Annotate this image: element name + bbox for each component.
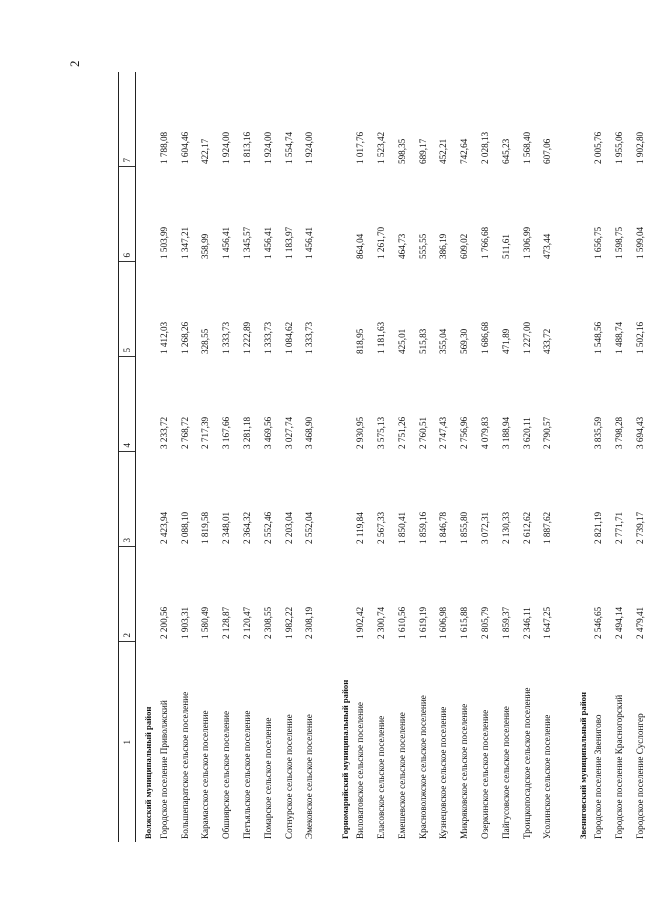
value-cell: 1 604,46 — [179, 131, 190, 164]
value-cell: 1 924,00 — [221, 131, 232, 164]
table-row — [517, 72, 538, 842]
value-cell: 2 930,95 — [355, 416, 366, 449]
tariff-table — [118, 72, 651, 842]
table-row — [609, 72, 630, 842]
value-cell: 1 813,16 — [241, 131, 252, 164]
value-cell: 1 850,41 — [396, 511, 407, 544]
value-cell: 3 167,66 — [221, 416, 232, 449]
value-cell: 1 647,25 — [542, 606, 553, 639]
rotated-table-container — [118, 72, 645, 842]
value-cell: 1 855,80 — [459, 511, 470, 544]
district-title: Волжский муниципальный район — [143, 706, 154, 839]
table-row — [434, 72, 455, 842]
value-cell: 1 222,89 — [241, 321, 252, 354]
settlement-name: Помарское сельское поселение — [262, 717, 273, 839]
value-cell: 452,21 — [438, 138, 449, 164]
value-cell: 1 615,88 — [459, 606, 470, 639]
table-row — [175, 72, 196, 842]
value-cell: 2 203,04 — [283, 511, 294, 544]
value-cell: 2 005,76 — [593, 131, 604, 164]
value-cell: 1 488,74 — [613, 321, 624, 354]
value-cell: 2 119,84 — [355, 512, 366, 544]
value-cell: 3 233,72 — [158, 416, 169, 449]
value-cell: 433,72 — [542, 328, 553, 354]
value-cell: 2 612,62 — [521, 511, 532, 544]
value-cell: 1 412,03 — [158, 321, 169, 354]
value-cell: 358,99 — [200, 233, 211, 259]
value-cell: 3 281,18 — [241, 416, 252, 449]
value-cell: 1 306,99 — [521, 226, 532, 259]
value-cell: 2 308,19 — [304, 606, 315, 639]
value-cell: 1 261,70 — [375, 226, 386, 259]
column-header: 1 — [119, 642, 136, 842]
settlement-name: Красноволжское сельское поселение — [417, 695, 428, 839]
value-cell: 609,02 — [459, 233, 470, 259]
value-cell: 1 456,41 — [262, 226, 273, 259]
value-cell: 2 346,11 — [521, 607, 532, 639]
value-cell: 1 333,73 — [262, 321, 273, 354]
value-cell: 2 821,19 — [593, 511, 604, 544]
table-row — [300, 72, 321, 842]
settlement-name: Троицкопосадское сельское поселение — [521, 687, 532, 839]
table-body — [136, 72, 651, 842]
value-cell: 1 955,06 — [613, 131, 624, 164]
value-cell: 1 017,76 — [355, 131, 366, 164]
column-header: 2 — [119, 547, 136, 642]
value-cell: 2 423,94 — [158, 511, 169, 544]
value-cell: 1 606,98 — [438, 606, 449, 639]
value-cell: 2 546,65 — [593, 606, 604, 639]
value-cell: 1 924,00 — [304, 131, 315, 164]
group-spacer — [558, 72, 570, 842]
settlement-name: Микряковское сельское поселение — [459, 703, 470, 839]
value-cell: 3 468,90 — [304, 416, 315, 449]
settlement-name: Кузнецовское сельское поселение — [438, 706, 449, 839]
value-cell: 1 333,73 — [221, 321, 232, 354]
value-cell: 3 188,94 — [500, 416, 511, 449]
settlement-name: Городское поселение Красногорский — [613, 694, 624, 839]
value-cell: 2 200,56 — [158, 606, 169, 639]
column-header: 3 — [119, 452, 136, 547]
value-cell: 1 333,73 — [304, 321, 315, 354]
value-cell: 1 568,40 — [521, 131, 532, 164]
value-cell: 422,17 — [200, 138, 211, 164]
value-cell: 2 552,04 — [304, 511, 315, 544]
value-cell: 742,64 — [459, 138, 470, 164]
value-cell: 818,95 — [355, 328, 366, 354]
column-header: 5 — [119, 262, 136, 357]
value-cell: 1 268,26 — [179, 321, 190, 354]
value-cell: 1 859,16 — [417, 511, 428, 544]
value-cell: 1 503,99 — [158, 226, 169, 259]
value-cell: 1 610,56 — [396, 606, 407, 639]
settlement-name: Петъяльское сельское поселение — [241, 710, 252, 839]
value-cell: 1 982,22 — [283, 606, 294, 639]
table-row — [279, 72, 300, 842]
value-cell: 555,55 — [417, 233, 428, 259]
value-cell: 1 084,62 — [283, 321, 294, 354]
value-cell: 3 027,74 — [283, 416, 294, 449]
value-cell: 328,55 — [200, 328, 211, 354]
value-cell: 2 739,17 — [634, 511, 645, 544]
value-cell: 3 620,11 — [521, 417, 532, 449]
value-cell: 1 902,80 — [634, 131, 645, 164]
district-title: Горномарийский муниципальный район — [339, 679, 350, 839]
table-header — [119, 72, 136, 842]
value-cell: 1 548,56 — [593, 321, 604, 354]
table-row — [371, 72, 392, 842]
value-cell: 1 598,75 — [613, 226, 624, 259]
value-cell: 1 523,42 — [375, 131, 386, 164]
settlement-name: Городское поселение Суслонгер — [634, 713, 645, 839]
value-cell: 2 128,87 — [221, 606, 232, 639]
value-cell: 2 300,74 — [375, 606, 386, 639]
settlement-name: Пайгусовское сельское поселение — [500, 706, 511, 839]
value-cell: 355,04 — [438, 328, 449, 354]
column-header: 6 — [119, 167, 136, 262]
value-cell: 1 599,04 — [634, 226, 645, 259]
value-cell: 3 575,13 — [375, 416, 386, 449]
value-cell: 2 364,32 — [241, 511, 252, 544]
table-row — [496, 72, 517, 842]
value-cell: 1 183,97 — [283, 226, 294, 259]
value-cell: 1 766,68 — [479, 226, 490, 259]
settlement-name: Большепаратское сельское поселение — [179, 691, 190, 839]
value-cell: 425,01 — [396, 328, 407, 354]
table-row — [196, 72, 217, 842]
value-cell: 2 120,47 — [241, 606, 252, 639]
table-row — [538, 72, 559, 842]
value-cell: 1 859,37 — [500, 606, 511, 639]
table-row — [258, 72, 279, 842]
value-cell: 569,30 — [459, 328, 470, 354]
group-spacer — [320, 72, 332, 842]
settlement-name: Емешевское сельское поселение — [396, 712, 407, 839]
value-cell: 1 903,31 — [179, 606, 190, 639]
value-cell: 1 227,00 — [521, 321, 532, 354]
value-cell: 1 347,21 — [179, 226, 190, 259]
settlement-name: Обшиярское сельское поселение — [221, 710, 232, 839]
value-cell: 864,04 — [355, 233, 366, 259]
table-row — [630, 72, 651, 842]
value-cell: 2 028,13 — [479, 131, 490, 164]
value-cell: 471,89 — [500, 328, 511, 354]
value-cell: 515,83 — [417, 328, 428, 354]
settlement-name: Эмековское сельское поселение — [304, 714, 315, 839]
value-cell: 464,73 — [396, 233, 407, 259]
value-cell: 2 552,46 — [262, 511, 273, 544]
table-row — [216, 72, 237, 842]
value-cell: 1 181,63 — [375, 321, 386, 354]
settlement-name: Усолинское сельское поселение — [542, 714, 553, 839]
value-cell: 2 130,33 — [500, 511, 511, 544]
table-row — [475, 72, 496, 842]
district-group-header — [332, 72, 350, 842]
value-cell: 2 717,39 — [200, 416, 211, 449]
value-cell: 2 790,57 — [542, 416, 553, 449]
column-header: 4 — [119, 357, 136, 452]
value-cell: 473,44 — [542, 233, 553, 259]
table-row — [350, 72, 371, 842]
value-cell: 1 788,08 — [158, 131, 169, 164]
value-cell: 1 502,16 — [634, 321, 645, 354]
settlement-name: Сотнурское сельское поселение — [283, 714, 294, 839]
table-row — [154, 72, 175, 842]
value-cell: 645,23 — [500, 138, 511, 164]
value-cell: 1 924,00 — [262, 131, 273, 164]
table-row — [237, 72, 258, 842]
value-cell: 1 580,49 — [200, 606, 211, 639]
value-cell: 2 756,96 — [459, 416, 470, 449]
value-cell: 3 798,28 — [613, 416, 624, 449]
value-cell: 1 456,41 — [304, 226, 315, 259]
value-cell: 4 079,83 — [479, 416, 490, 449]
value-cell: 1 456,41 — [221, 226, 232, 259]
value-cell: 386,19 — [438, 233, 449, 259]
value-cell: 3 835,59 — [593, 416, 604, 449]
column-header: 7 — [119, 72, 136, 167]
value-cell: 2 308,55 — [262, 606, 273, 639]
table-row — [392, 72, 413, 842]
value-cell: 3 694,43 — [634, 416, 645, 449]
value-cell: 1 887,62 — [542, 511, 553, 544]
value-cell: 1 345,57 — [241, 226, 252, 259]
value-cell: 511,61 — [500, 234, 511, 259]
value-cell: 3 469,56 — [262, 416, 273, 449]
value-cell: 2 494,14 — [613, 606, 624, 639]
table-row — [588, 72, 609, 842]
value-cell: 3 072,31 — [479, 511, 490, 544]
value-cell: 2 479,41 — [634, 606, 645, 639]
value-cell: 2 805,79 — [479, 606, 490, 639]
value-cell: 1 686,68 — [479, 321, 490, 354]
settlement-name: Озеркинское сельское поселение — [479, 709, 490, 839]
settlement-name: Карамасское сельское поселение — [200, 710, 211, 839]
value-cell: 2 088,10 — [179, 511, 190, 544]
value-cell: 2 768,72 — [179, 416, 190, 449]
table-row — [454, 72, 475, 842]
district-title: Звениговский муниципальный район — [577, 692, 588, 839]
value-cell: 607,06 — [542, 138, 553, 164]
settlement-name: Городское поселение Звенигово — [593, 714, 604, 839]
value-cell: 1 846,78 — [438, 511, 449, 544]
page-number: 2 — [67, 60, 82, 67]
table-row — [413, 72, 434, 842]
value-cell: 2 760,51 — [417, 416, 428, 449]
settlement-name: Городское поселение Приволжский — [158, 700, 169, 839]
settlement-name: Виловатовское сельское поселение — [355, 702, 366, 839]
value-cell: 2 771,71 — [613, 511, 624, 544]
value-cell: 2 747,43 — [438, 416, 449, 449]
value-cell: 1 619,19 — [417, 606, 428, 639]
value-cell: 1 656,75 — [593, 226, 604, 259]
value-cell: 1 902,42 — [355, 606, 366, 639]
settlement-name: Еласовское сельское поселение — [375, 715, 386, 839]
value-cell: 2 567,33 — [375, 511, 386, 544]
value-cell: 1 554,74 — [283, 131, 294, 164]
district-group-header — [570, 72, 588, 842]
value-cell: 2 751,26 — [396, 416, 407, 449]
value-cell: 689,17 — [417, 138, 428, 164]
value-cell: 598,35 — [396, 138, 407, 164]
district-group-header — [136, 72, 155, 842]
value-cell: 2 348,01 — [221, 511, 232, 544]
value-cell: 1 819,58 — [200, 511, 211, 544]
